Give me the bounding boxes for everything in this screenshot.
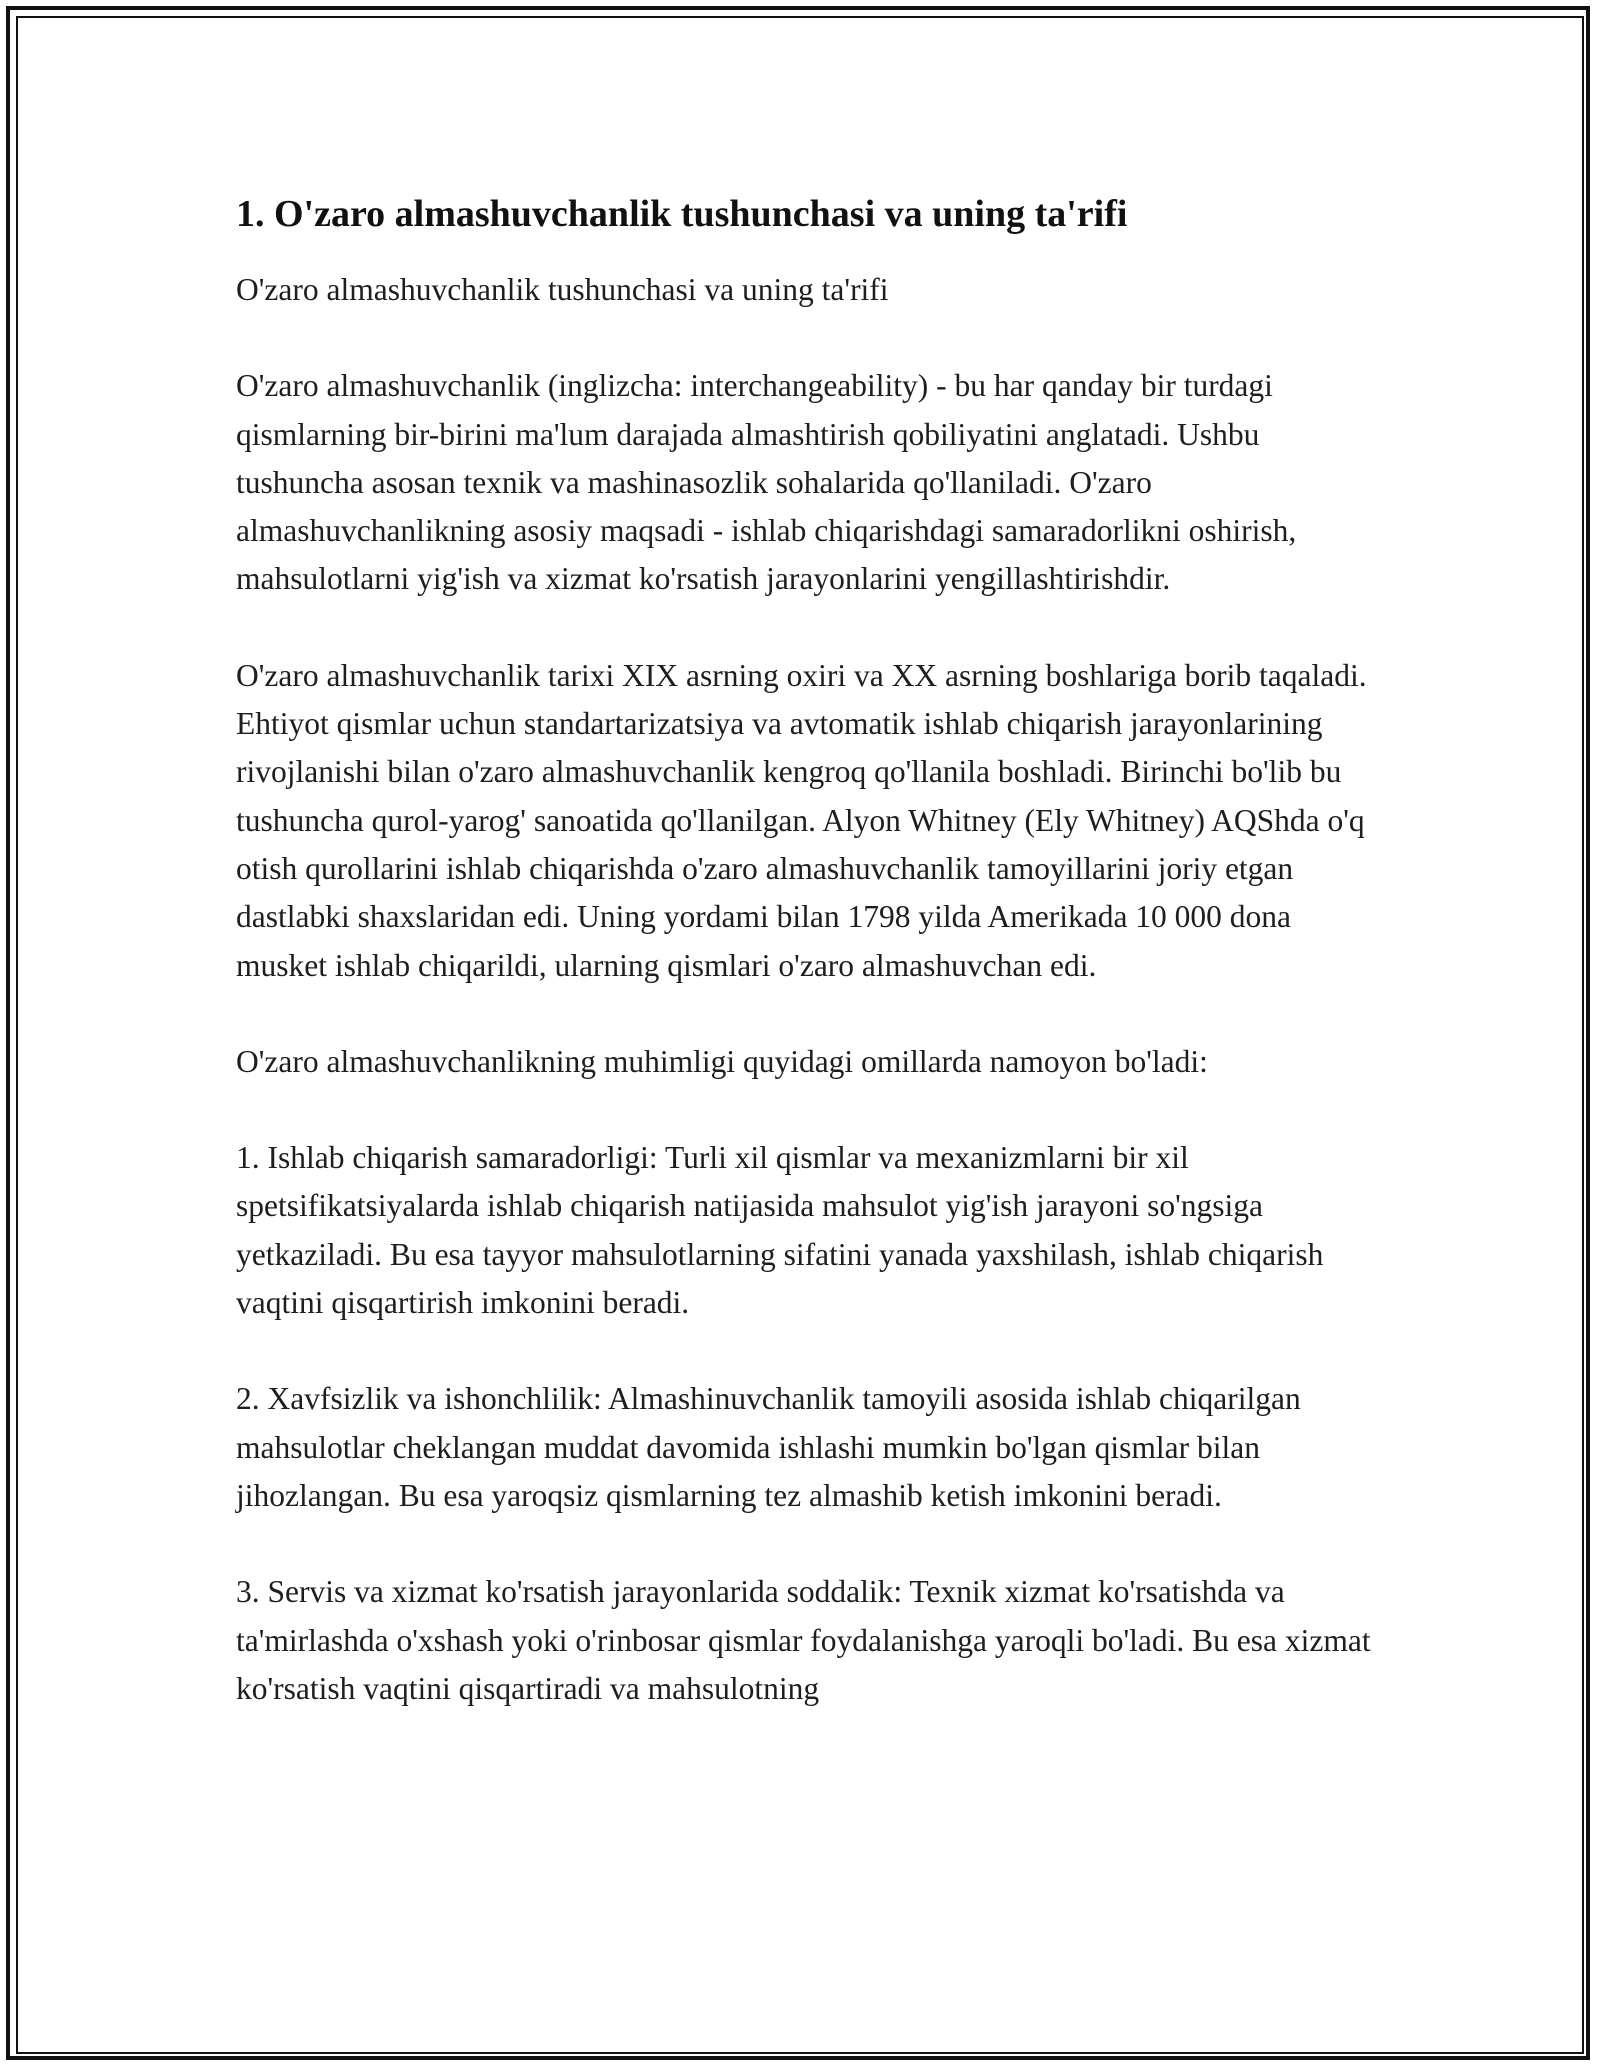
paragraph-history: O'zaro almashuvchanlik tarixi XIX asrning oxiri va XX asrning boshlariga borib taqaladi. Ehtiyot qismlar uchun standartarizatsiya va avtomatik ishlab chiqarish jarayonlarining rivojlanishi bilan o'zaro almashuvchanlik kengroq qo'llanila boshladi. Birinchi bo'lib bu tushuncha qurol-yarog' sanoatida qo'llanilgan. Alyon Whitney (Ely Whitney) AQShda o'q otish qurollarini ishlab chiqarishda o'zaro almashuvchanlik tamoyillarini joriy etgan dastlabki shaxslaridan edi. Uning yordami bilan 1798 yilda Amerikada 10 000 dona musket ishlab chiqarildi, ularning qismlari o'zaro almashuvchan edi. — [236, 657, 1367, 983]
list-item-safety: 2. Xavfsizlik va ishonchlilik: Almashinuvchanlik tamoyili asosida ishlab chiqarilgan mahsulotlar cheklangan muddat davomida ishlashi mumkin bo'lgan qismlar bilan jihozlangan. Bu esa yaroqsiz qismlarning tez almashib ketish imkonini beradi. — [236, 1381, 1301, 1513]
document-title: 1. O'zaro almashuvchanlik tushunchasi va uning ta'rifi — [236, 193, 1128, 235]
paragraph-definition: O'zaro almashuvchanlik (inglizcha: interchangeability) - bu har qanday bir turdagi qismlarning bir-birini ma'lum darajada almashtirish qobiliyatini anglatadi. Ushbu tushuncha asosan texnik va mashinasozlik sohalarida qo'llaniladi. O'zaro almashuvchanlikning asosiy maqsadi - ishlab chiqarishdagi samaradorlikni oshirish, mahsulotlarni yig'ish va xizmat ko'rsatish jarayonlarini yengillashtirishdir. — [236, 368, 1297, 597]
list-item-service: 3. Servis va xizmat ko'rsatish jarayonlarida soddalik: Texnik xizmat ko'rsatishda va ta'mirlashda o'xshash yoki o'rinbosar qismlar foydalanishga yaroqli bo'ladi. Bu esa xizmat ko'rsatish vaqtini qisqartiradi va mahsulotning — [236, 1574, 1371, 1706]
list-item-efficiency: 1. Ishlab chiqarish samaradorligi: Turli xil qismlar va mexanizmlarni bir xil spetsifikatsiyalarda ishlab chiqarish natijasida mahsulot yig'ish jarayoni so'ngsiga yetkaziladi. Bu esa tayyor mahsulotlarning sifatini yanada yaxshilash, ishlab chiqarish vaqtini qisqartirish imkonini beradi. — [236, 1140, 1324, 1321]
document-subtitle: O'zaro almashuvchanlik tushunchasi va uning ta'rifi — [236, 272, 889, 307]
paragraph-importance-intro: O'zaro almashuvchanlikning muhimligi quyidagi omillarda namoyon bo'ladi: — [236, 1043, 1208, 1079]
document-body — [236, 188, 1376, 1761]
